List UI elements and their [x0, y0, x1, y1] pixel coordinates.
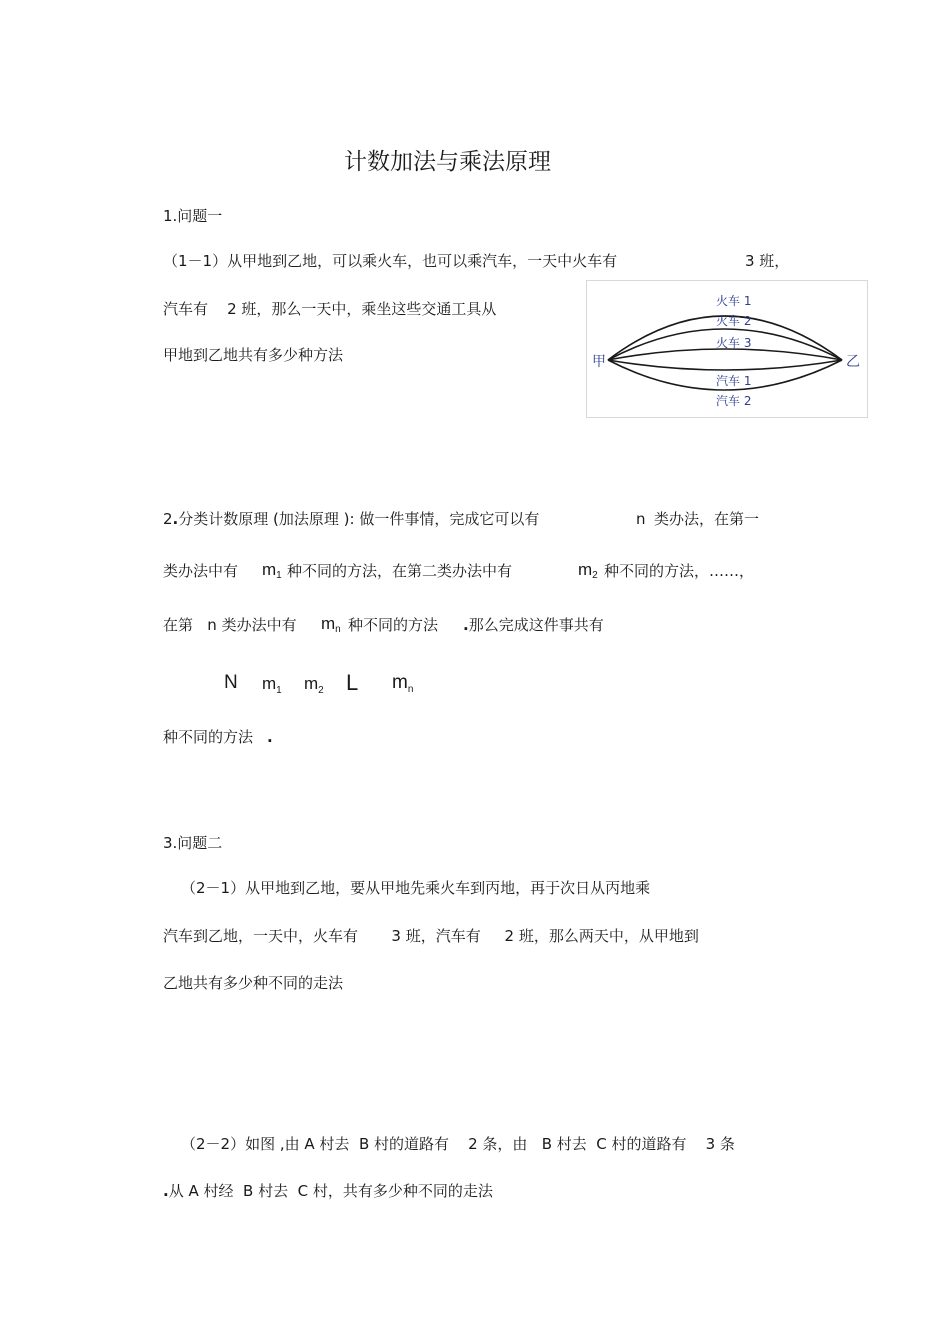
- s2-line3-mid: 种不同的方法: [348, 616, 439, 634]
- route-label-4: 汽车 1: [716, 374, 752, 388]
- formula-L: L: [346, 670, 359, 695]
- s2-number: 2: [163, 510, 173, 528]
- end-label: 乙: [846, 354, 860, 370]
- q1-line2: 汽车有 2 班，那么一天中，乘坐这些交通工具从: [163, 300, 497, 318]
- formula-mn: $m_n$: [392, 672, 414, 695]
- var-m2: $m_2$: [578, 560, 598, 581]
- q2-line2: 汽车到乙地，一天中，火车有 3 班，汽车有 2 班，那么两天中，从甲地到: [163, 927, 699, 945]
- s2-line2-end: 种不同的方法，……，: [604, 562, 755, 580]
- s2-line3-start: 在第 n 类办法中有: [163, 616, 297, 634]
- q2-line1: （2－1）从甲地到乙地，要从甲地先乘火车到丙地，再于次日从丙地乘: [181, 879, 651, 897]
- route-label-2: 火车 2: [716, 314, 752, 328]
- formula-N: N: [224, 672, 238, 693]
- s2-line3-end: .那么完成这件事共有: [463, 616, 604, 634]
- q2-2-line1: （2－2）如图 ,由 A 村去 B 村的道路有 2 条，由 B 村去 C 村的道路有 3 条: [181, 1135, 735, 1153]
- s2-line1-end: 类办法，在第一: [654, 510, 760, 528]
- s2-var-n: n: [636, 510, 646, 528]
- route-label-5: 汽车 2: [716, 394, 752, 408]
- route-diagram: [586, 280, 868, 418]
- s2-line2-mid: 种不同的方法，在第二类办法中有: [287, 562, 513, 580]
- q1-line3: 甲地到乙地共有多少种方法: [163, 346, 344, 364]
- var-mn: $m_n$: [321, 614, 341, 635]
- s2-line5: 种不同的方法 .: [163, 728, 273, 746]
- s2-line2-start: 类办法中有: [163, 562, 239, 580]
- formula-m1: $m_1$: [262, 674, 282, 696]
- q1-line1: （1－1）从甲地到乙地，可以乘火车，也可以乘汽车，一天中火车有: [163, 252, 618, 270]
- route-diagram-svg: [586, 280, 868, 418]
- q1-heading: 1.问题一: [163, 207, 223, 225]
- q2-line3: 乙地共有多少种不同的走法: [163, 974, 344, 992]
- route-label-1: 火车 1: [716, 294, 752, 308]
- start-label: 甲: [592, 354, 606, 370]
- q2-heading: 3.问题二: [163, 834, 223, 852]
- formula-m2: $m_2$: [304, 674, 324, 696]
- q1-line1-end: 3 班，: [745, 252, 790, 270]
- s2-line1: [163, 509, 539, 529]
- s2-line1-text: 分类计数原理 (加法原理 ): 做一件事情，完成它可以有: [178, 510, 540, 528]
- q2-2-line2: .从 A 村经 B 村去 C 村，共有多少种不同的走法: [163, 1182, 493, 1200]
- s2-dot: .: [172, 510, 179, 528]
- route-label-3: 火车 3: [716, 336, 752, 350]
- page-title: 计数加法与乘法原理: [344, 149, 551, 175]
- var-m1: $m_1$: [262, 560, 282, 581]
